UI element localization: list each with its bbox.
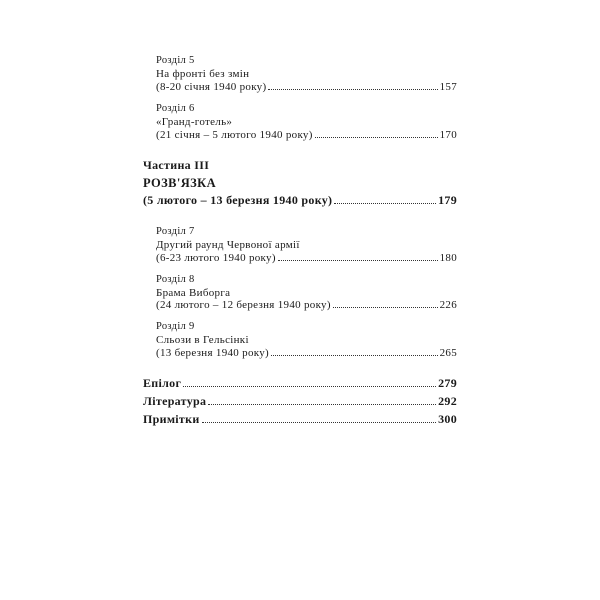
chapter-8-label: Розділ 8 [156, 274, 195, 285]
chapter-6-page: 170 [439, 129, 457, 141]
part-3-dates: (5 лютого – 13 березня 1940 року) [143, 193, 333, 207]
chapter-9-dates: (13 березня 1940 року) [156, 347, 270, 359]
chapter-8-dates: (24 лютого – 12 березня 1940 року) [156, 299, 331, 311]
chapter-9-title: Сльози в Гельсінкі [156, 334, 249, 346]
dot-leader [183, 378, 436, 387]
dot-leader [268, 81, 437, 90]
chapter-8-page: 226 [439, 299, 457, 311]
part-3-title: РОЗВ'ЯЗКА [143, 176, 217, 190]
chapter-9-page: 265 [439, 347, 457, 359]
dot-leader [333, 299, 438, 308]
dot-leader [315, 129, 438, 138]
literature-title: Література [143, 394, 207, 408]
chapter-6-title: «Гранд-готель» [156, 116, 233, 128]
part-3-entry[interactable] [143, 194, 457, 206]
part-3-page: 179 [438, 193, 457, 207]
chapter-5-page: 157 [439, 81, 457, 93]
notes-page: 300 [438, 412, 457, 426]
chapter-5-label: Розділ 5 [156, 55, 195, 66]
chapter-9-entry[interactable] [156, 347, 457, 359]
chapter-7-title: Другий раунд Червоної армії [156, 239, 300, 251]
dot-leader [271, 347, 438, 356]
chapter-8-entry[interactable] [156, 299, 457, 311]
chapter-5-dates: (8-20 січня 1940 року) [156, 81, 267, 93]
dot-leader [278, 252, 438, 261]
literature-entry[interactable] [143, 395, 457, 407]
epilogue-title: Епілог [143, 376, 182, 390]
chapter-7-entry[interactable] [156, 252, 457, 264]
dot-leader [334, 195, 436, 204]
chapter-5-title: На фронті без змін [156, 68, 250, 80]
dot-leader [202, 414, 437, 423]
chapter-5-entry[interactable] [156, 81, 457, 93]
dot-leader [208, 396, 436, 405]
chapter-6-label: Розділ 6 [156, 103, 195, 114]
notes-title: Примітки [143, 412, 200, 426]
part-3-label: Частина III [143, 158, 210, 172]
chapter-8-title: Брама Виборга [156, 287, 231, 299]
epilogue-page: 279 [438, 376, 457, 390]
chapter-6-dates: (21 січня – 5 лютого 1940 року) [156, 129, 313, 141]
notes-entry[interactable] [143, 413, 457, 425]
chapter-6-entry[interactable] [156, 129, 457, 141]
literature-page: 292 [438, 394, 457, 408]
chapter-7-page: 180 [439, 252, 457, 264]
chapter-7-label: Розділ 7 [156, 226, 195, 237]
chapter-9-label: Розділ 9 [156, 321, 195, 332]
epilogue-entry[interactable] [143, 377, 457, 389]
chapter-7-dates: (6-23 лютого 1940 року) [156, 252, 276, 264]
